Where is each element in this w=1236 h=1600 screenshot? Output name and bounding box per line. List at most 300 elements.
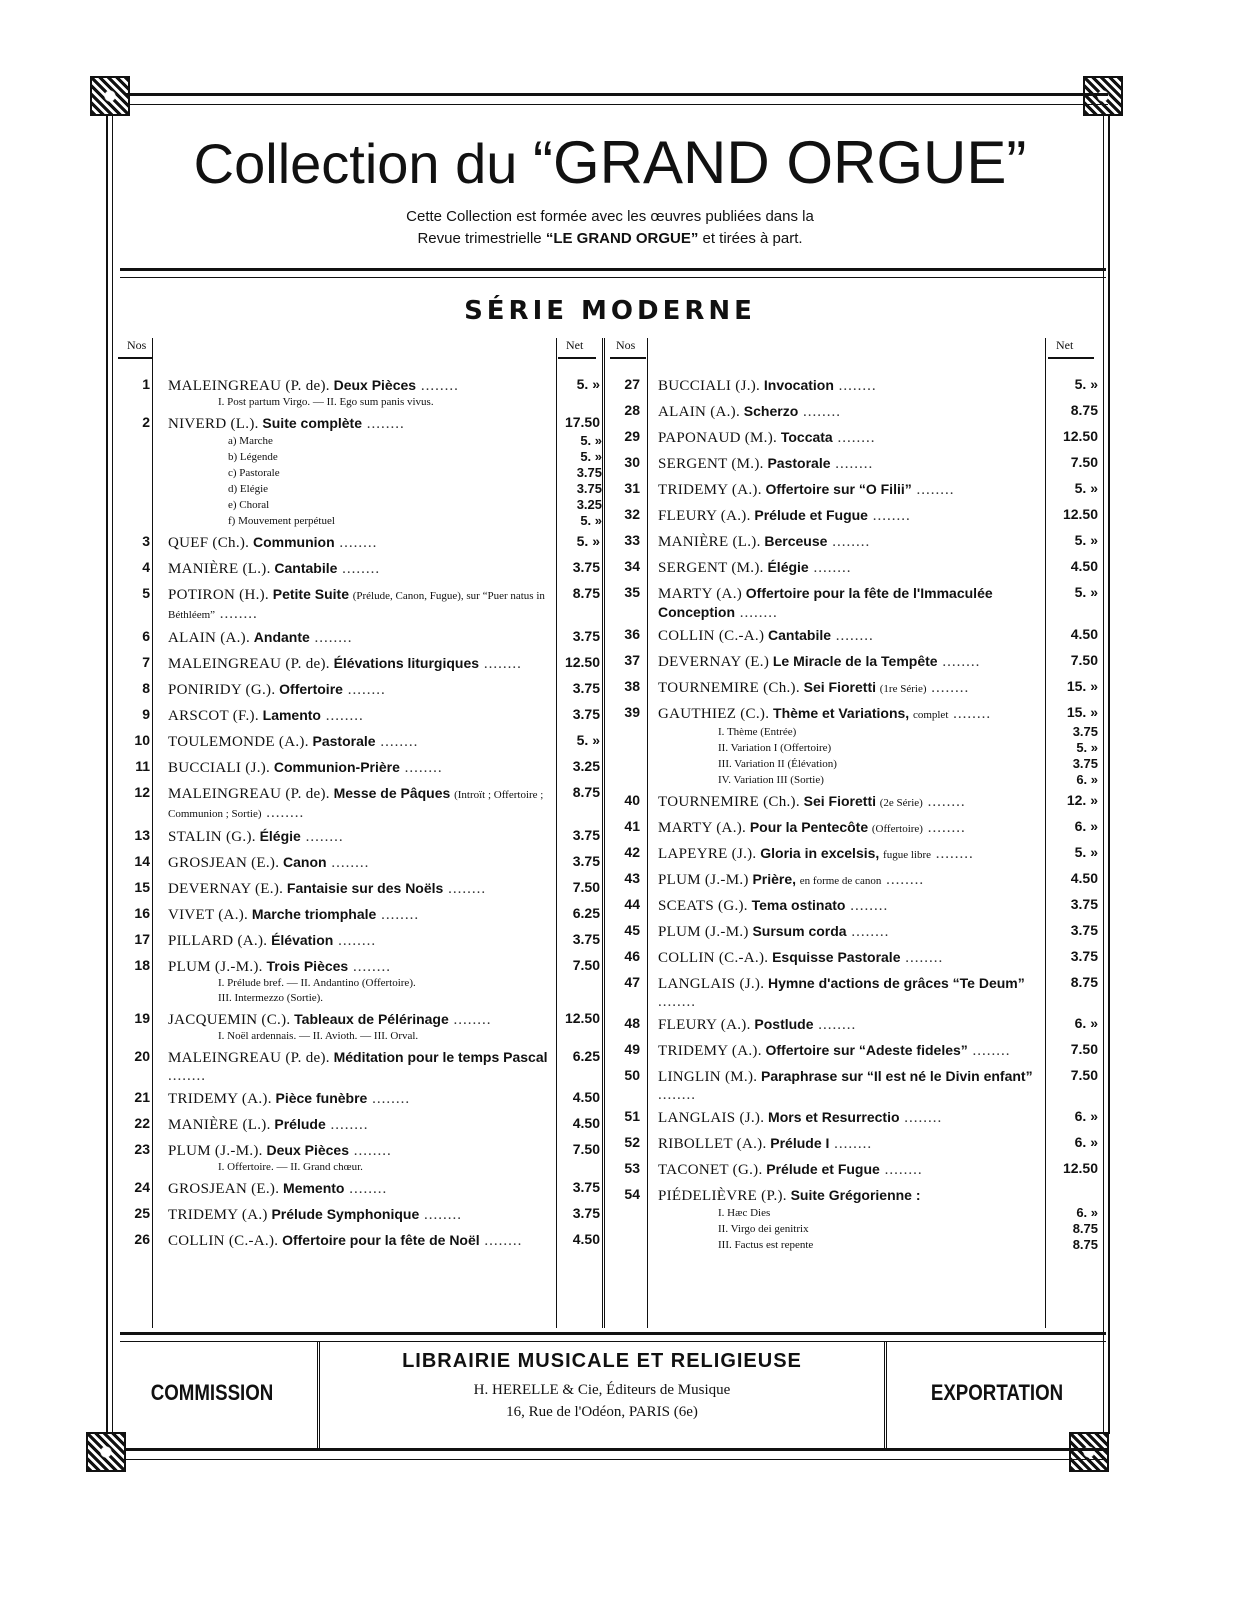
dot-leader: ........ xyxy=(399,760,443,776)
entry-number: 21 xyxy=(134,1089,150,1105)
subitem-label: d) Elégie xyxy=(228,483,269,495)
column-header-nos-right: Nos xyxy=(616,338,636,352)
catalog-entry xyxy=(608,580,1098,622)
dot-leader: ........ xyxy=(937,654,981,670)
entry-description xyxy=(150,823,556,846)
entry-composer: LANGLAIS (J.). xyxy=(658,1110,765,1126)
entry-description xyxy=(150,1227,556,1250)
subitem-label: b) Légende xyxy=(228,451,278,463)
entry-price: 4.50 xyxy=(1070,626,1098,642)
entry-detail: III. Intermezzo (Sortie). xyxy=(218,992,324,1004)
entry-title: Messe de Pâques xyxy=(333,785,451,801)
entry-number: 20 xyxy=(134,1048,150,1064)
entry-price: 5. » xyxy=(576,732,600,748)
catalog-entry xyxy=(118,780,600,823)
entry-composer: PILLARD (A.). xyxy=(168,933,268,949)
dot-leader: ........ xyxy=(948,706,992,722)
entry-title: Prélude Symphonique xyxy=(271,1206,420,1222)
entry-description xyxy=(150,555,556,578)
entry-title: Tableaux de Pélérinage xyxy=(294,1011,449,1027)
entry-description xyxy=(150,780,556,823)
catalog-entry xyxy=(118,953,600,1006)
entry-description xyxy=(150,581,556,624)
publisher-address: 16, Rue de l'Odéon, PARIS (6e) xyxy=(506,1404,698,1420)
entry-number: 46 xyxy=(624,948,640,964)
entry-title: Méditation pour le temps Pascal xyxy=(333,1049,548,1065)
entry-composer: GROSJEAN (E.). xyxy=(168,1181,280,1197)
catalog-entry xyxy=(118,1006,600,1044)
entry-composer: MALEINGREAU (P. de). xyxy=(168,656,330,672)
dot-leader: ........ xyxy=(349,1143,392,1159)
entry-title: Communion xyxy=(252,534,335,550)
entry-title: Suite Grégorienne : xyxy=(790,1187,921,1203)
entry-title: Hymne d'actions de grâces “Te Deum” xyxy=(768,975,1025,991)
entry-number: 36 xyxy=(624,626,640,642)
page-subtitle xyxy=(110,206,1110,250)
entry-number: 24 xyxy=(134,1179,150,1195)
column-header-net-right: Net xyxy=(1056,338,1074,352)
catalog-entry xyxy=(608,1037,1098,1063)
dot-leader: ........ xyxy=(325,1117,369,1133)
entry-price: 4.50 xyxy=(572,1089,600,1105)
entry-title: Trois Pièces xyxy=(266,958,349,974)
catalog-entry xyxy=(608,918,1098,944)
entry-price: 3.75 xyxy=(572,628,600,644)
entry-number: 13 xyxy=(134,827,150,843)
entry-title: Prélude et Fugue xyxy=(766,1161,880,1177)
entry-composer: ALAIN (A.). xyxy=(658,404,741,420)
entry-composer: MARTY (A.). xyxy=(658,820,747,836)
entry-composer: PLUM (J.-M.) xyxy=(658,924,749,940)
entry-price: 6.25 xyxy=(572,1048,600,1064)
entry-title: Élévation xyxy=(271,932,334,948)
entry-number: 12 xyxy=(134,784,150,800)
entry-title: Andante xyxy=(253,629,310,645)
dot-leader: ........ xyxy=(344,1181,388,1197)
entry-title: Marche triomphale xyxy=(251,906,377,922)
page-title xyxy=(110,128,1110,197)
entry-title: Élégie xyxy=(767,559,809,575)
entry-price: 5. » xyxy=(576,533,600,549)
entry-number: 40 xyxy=(624,792,640,808)
entry-composer: LAPEYRE (J.). xyxy=(658,846,757,862)
catalog-entry xyxy=(608,554,1098,580)
dot-leader: ........ xyxy=(831,628,874,644)
entry-price: 17.50 xyxy=(564,414,600,430)
entry-number: 31 xyxy=(624,480,640,496)
subitem-price: 3.75 xyxy=(576,465,602,480)
entry-description xyxy=(150,1111,556,1134)
dot-leader: ........ xyxy=(479,1233,523,1249)
entry-number: 49 xyxy=(624,1041,640,1057)
entry-description xyxy=(640,372,1052,395)
entry-number: 25 xyxy=(134,1205,150,1221)
entry-price: 6. » xyxy=(1074,1134,1098,1150)
entry-number: 43 xyxy=(624,870,640,886)
catalog-entry xyxy=(118,650,600,676)
entry-price: 7.50 xyxy=(572,1141,600,1157)
entry-title: Prélude et Fugue xyxy=(754,507,868,523)
entry-composer: NIVERD (L.). xyxy=(168,416,259,432)
dot-leader: ........ xyxy=(735,605,778,621)
entry-subitem xyxy=(658,772,1098,788)
entry-description xyxy=(640,1011,1052,1034)
entry-price: 8.75 xyxy=(572,585,600,601)
entry-composer: MALEINGREAU (P. de). xyxy=(168,378,330,394)
entry-price: 5. » xyxy=(1074,480,1098,496)
entry-price: 6. » xyxy=(1074,1108,1098,1124)
entry-description xyxy=(640,1063,1052,1104)
subitem-price: 5. » xyxy=(580,449,602,464)
entry-price: 4.50 xyxy=(1070,870,1098,886)
entry-composer: MARTY (A.) xyxy=(658,586,743,602)
entry-price: 4.50 xyxy=(572,1115,600,1131)
entry-number: 14 xyxy=(134,853,150,869)
entry-price: 12.50 xyxy=(1062,1160,1098,1176)
entry-title: Berceuse xyxy=(764,533,828,549)
catalog-entry xyxy=(118,849,600,875)
entry-description xyxy=(150,1137,556,1175)
entry-composer: JACQUEMIN (C.). xyxy=(168,1012,291,1028)
entry-detail: I. Post partum Virgo. — II. Ego sum panis vivus. xyxy=(218,396,434,408)
entry-number: 15 xyxy=(134,879,150,895)
entry-description xyxy=(640,788,1052,812)
entry-detail: I. Prélude bref. — II. Andantino (Offertoire). xyxy=(218,977,416,989)
column-header-nos-left: Nos xyxy=(127,338,147,352)
catalog-entry xyxy=(118,372,600,410)
entry-title: Offertoire pour la fête de Noël xyxy=(282,1232,480,1248)
header-underline xyxy=(118,357,152,359)
entry-price: 8.75 xyxy=(1070,974,1098,990)
entry-title: Suite complète xyxy=(262,415,363,431)
dot-leader: ........ xyxy=(881,872,925,888)
entry-number: 50 xyxy=(624,1067,640,1083)
entry-composer: DEVERNAY (E.). xyxy=(168,881,284,897)
subitem-label: IV. Variation III (Sortie) xyxy=(718,774,824,786)
entry-number: 22 xyxy=(134,1115,150,1131)
catalog-entry xyxy=(608,970,1098,1011)
entry-price: 6.25 xyxy=(572,905,600,921)
entry-composer: PIÉDELIÈVRE (P.). xyxy=(658,1188,787,1204)
catalog-entry xyxy=(608,814,1098,840)
entry-description xyxy=(150,624,556,647)
entry-composer: TACONET (G.). xyxy=(658,1162,763,1178)
entry-number: 53 xyxy=(624,1160,640,1176)
dot-leader: ........ xyxy=(658,1087,696,1103)
subtitle-text: Revue trimestrielle xyxy=(417,230,546,247)
catalog-entry xyxy=(608,1156,1098,1182)
entry-detail: I. Noël ardennais. — II. Avioth. — III. Orval. xyxy=(218,1030,419,1042)
entry-composer: SERGENT (M.). xyxy=(658,560,764,576)
catalog-entry xyxy=(608,476,1098,502)
catalog-entry xyxy=(118,1227,600,1253)
corner-ornament-icon xyxy=(90,76,130,116)
entry-price: 7.50 xyxy=(1070,454,1098,470)
entry-price: 4.50 xyxy=(572,1231,600,1247)
subitem-label: III. Variation II (Élévation) xyxy=(718,758,837,770)
dot-leader: ........ xyxy=(348,959,391,975)
entry-composer: DEVERNAY (E.) xyxy=(658,654,770,670)
entry-description xyxy=(150,372,556,410)
entry-title: Toccata xyxy=(780,429,833,445)
entry-subitem xyxy=(658,1221,1098,1237)
entry-composer: PLUM (J.-M.). xyxy=(168,959,263,975)
entry-title: Sei Fioretti xyxy=(803,793,877,809)
dot-leader: ........ xyxy=(926,680,970,696)
catalog-entry xyxy=(608,840,1098,866)
dot-leader: ........ xyxy=(443,881,487,897)
entry-title: Petite Suite xyxy=(272,586,349,602)
catalog-entry xyxy=(608,622,1098,648)
entry-composer: COLLIN (C.-A.). xyxy=(658,950,769,966)
catalog-entry xyxy=(608,1182,1098,1253)
entry-number: 28 xyxy=(624,402,640,418)
entry-price: 15. » xyxy=(1066,704,1098,720)
entry-description xyxy=(640,840,1052,864)
entry-price: 3.75 xyxy=(572,559,600,575)
entry-composer: GROSJEAN (E.). xyxy=(168,855,280,871)
subitem-price: 3.75 xyxy=(1072,756,1098,771)
catalog-entry xyxy=(118,555,600,581)
entry-number: 45 xyxy=(624,922,640,938)
entry-description xyxy=(640,554,1052,577)
entry-price: 12.50 xyxy=(1062,506,1098,522)
subitem-label: e) Choral xyxy=(228,499,270,511)
catalog-entry xyxy=(118,754,600,780)
catalog-entry xyxy=(118,875,600,901)
subitem-price: 3.75 xyxy=(576,481,602,496)
catalog-entry xyxy=(608,372,1098,398)
entry-number: 47 xyxy=(624,974,640,990)
dot-leader: ........ xyxy=(922,820,966,836)
entry-composer: LANGLAIS (J.). xyxy=(658,976,765,992)
dot-leader: ........ xyxy=(309,630,353,646)
dot-leader: ........ xyxy=(479,656,522,672)
entry-description xyxy=(150,875,556,898)
entry-subitem xyxy=(658,740,1098,756)
entry-composer: BUCCIALI (J.). xyxy=(658,378,761,394)
entry-number: 48 xyxy=(624,1015,640,1031)
entry-number: 7 xyxy=(142,654,150,670)
catalog-column-right xyxy=(608,372,1098,1253)
entry-title: Élégie xyxy=(259,828,301,844)
entry-price: 5. » xyxy=(1074,844,1098,860)
entry-description xyxy=(150,702,556,725)
entry-number: 27 xyxy=(624,376,640,392)
subitem-price: 5. » xyxy=(580,513,602,528)
footer-publisher xyxy=(312,1350,892,1423)
entry-title: Offertoire sur “Adeste fideles” xyxy=(765,1042,968,1058)
entry-title: Esquisse Pastorale xyxy=(772,949,901,965)
catalog-entry xyxy=(608,424,1098,450)
entry-detail: I. Offertoire. — II. Grand chœur. xyxy=(218,1161,363,1173)
entry-price xyxy=(1052,1182,1098,1186)
column-header-net-left: Net xyxy=(566,338,584,352)
entry-number: 18 xyxy=(134,957,150,973)
column-divider xyxy=(602,338,605,1328)
entry-price: 3.75 xyxy=(572,1179,600,1195)
entry-composer: GAUTHIEZ (C.). xyxy=(658,706,770,722)
entry-number: 30 xyxy=(624,454,640,470)
entry-composer: PLUM (J.-M.). xyxy=(168,1143,263,1159)
entry-number: 9 xyxy=(142,706,150,722)
entry-title: Lamento xyxy=(262,707,321,723)
entry-price: 8.75 xyxy=(572,784,600,800)
entry-price: 5. » xyxy=(1074,376,1098,392)
subitem-price: 8.75 xyxy=(1072,1237,1098,1252)
dot-leader: ........ xyxy=(334,535,378,551)
entry-description xyxy=(150,953,556,1006)
series-title: SÉRIE MODERNE xyxy=(464,296,756,326)
entry-description xyxy=(150,529,556,552)
entry-subitem xyxy=(658,1237,1098,1253)
entry-price: 12.50 xyxy=(564,654,600,670)
dot-leader: ........ xyxy=(342,682,386,698)
entry-price: 15. » xyxy=(1066,678,1098,694)
entry-composer: PONIRIDY (G.). xyxy=(168,682,276,698)
entry-number: 52 xyxy=(624,1134,640,1150)
entry-description xyxy=(640,648,1052,671)
dot-leader: ........ xyxy=(833,378,877,394)
title-prefix: Collection du xyxy=(193,132,533,195)
header-divider xyxy=(120,268,1106,278)
entry-composer: TOULEMONDE (A.). xyxy=(168,734,309,750)
catalog-entry xyxy=(608,1063,1098,1104)
subitem-label: III. Factus est repente xyxy=(718,1239,814,1251)
subitem-price: 3.75 xyxy=(1072,724,1098,739)
entry-price: 3.75 xyxy=(572,680,600,696)
catalog-entry xyxy=(118,1044,600,1085)
entry-title: Scherzo xyxy=(743,403,799,419)
catalog-entry xyxy=(118,676,600,702)
dot-leader: ........ xyxy=(798,404,841,420)
entry-description xyxy=(640,424,1052,447)
dot-leader: ........ xyxy=(922,794,966,810)
catalog-entry xyxy=(118,901,600,927)
entry-price: 5. » xyxy=(1074,584,1098,600)
entry-description xyxy=(640,476,1052,499)
entry-title: Prélude xyxy=(274,1116,326,1132)
entry-number: 39 xyxy=(624,704,640,720)
catalog-entry xyxy=(118,702,600,728)
entry-description xyxy=(150,1201,556,1224)
entry-number: 29 xyxy=(624,428,640,444)
entry-price: 7.50 xyxy=(572,879,600,895)
catalog-entry xyxy=(118,823,600,849)
entry-note: (1re Série) xyxy=(879,683,927,695)
entry-subitem xyxy=(168,449,602,465)
entry-description xyxy=(150,901,556,924)
entry-price: 3.25 xyxy=(572,758,600,774)
entry-price: 12.50 xyxy=(564,1010,600,1026)
entry-description xyxy=(640,1156,1052,1179)
entry-note: complet xyxy=(912,709,949,721)
footer-exportation: EXPORTATION xyxy=(930,1380,1064,1405)
entry-price: 8.75 xyxy=(1070,402,1098,418)
footer-divider xyxy=(120,1332,1106,1342)
publisher-footer xyxy=(112,1342,1102,1442)
entry-subitem xyxy=(168,497,602,513)
entry-title: Communion-Prière xyxy=(273,759,400,775)
entry-description xyxy=(640,528,1052,551)
entry-title: Prélude I xyxy=(770,1135,830,1151)
catalog-entry xyxy=(608,398,1098,424)
entry-description xyxy=(640,970,1052,1011)
subitem-price: 6. » xyxy=(1076,1205,1098,1220)
entry-title: Fantaisie sur des Noëls xyxy=(286,880,444,896)
entry-subitem xyxy=(168,513,602,529)
dot-leader: ........ xyxy=(808,560,852,576)
entry-title: Cantabile xyxy=(768,627,832,643)
entry-composer: TOURNEMIRE (Ch.). xyxy=(658,794,800,810)
entry-subitem xyxy=(658,756,1098,772)
dot-leader: ........ xyxy=(813,1017,857,1033)
entry-number: 6 xyxy=(142,628,150,644)
entry-number: 8 xyxy=(142,680,150,696)
dot-leader: ........ xyxy=(333,933,377,949)
entry-title: Canon xyxy=(283,854,327,870)
frame-top-border xyxy=(125,93,1108,105)
entry-description xyxy=(640,674,1052,698)
entry-title: Le Miracle de la Tempête xyxy=(772,653,938,669)
dot-leader: ........ xyxy=(867,508,911,524)
entry-composer: TRIDEMY (A.). xyxy=(658,482,762,498)
entry-description xyxy=(640,918,1052,941)
entry-note: (2e Série) xyxy=(879,797,923,809)
entry-price: 5. » xyxy=(1074,532,1098,548)
subitem-price: 3.25 xyxy=(576,497,602,512)
dot-leader: ........ xyxy=(900,950,944,966)
entry-note: fugue libre xyxy=(883,849,931,861)
entry-description xyxy=(640,1182,1098,1253)
entry-composer: BUCCIALI (J.). xyxy=(168,760,271,776)
subitem-price: 6. » xyxy=(1076,772,1098,787)
dot-leader: ........ xyxy=(911,482,955,498)
footer-commission: COMMISSION xyxy=(150,1380,274,1405)
catalog-entry xyxy=(608,866,1098,892)
subitem-price: 5. » xyxy=(580,433,602,448)
entry-price: 7.50 xyxy=(1070,1067,1098,1083)
catalog-entry xyxy=(608,502,1098,528)
catalog-column-left xyxy=(118,372,600,1253)
entry-description xyxy=(150,1175,556,1198)
entry-title: Offertoire sur “O Filii” xyxy=(765,481,912,497)
entry-title: Postlude xyxy=(754,1016,814,1032)
catalog-entry xyxy=(608,1130,1098,1156)
entry-description xyxy=(640,1104,1052,1127)
footer-rule xyxy=(884,1342,887,1448)
publisher-line-1: H. HERELLE & Cie, Éditeurs de Musique xyxy=(473,1382,731,1398)
entry-price: 7.50 xyxy=(1070,1041,1098,1057)
entry-description xyxy=(640,1037,1052,1060)
entry-number: 10 xyxy=(134,732,150,748)
entry-composer: COLLIN (C.-A.) xyxy=(658,628,765,644)
entry-price: 12.50 xyxy=(1062,428,1098,444)
entry-number: 16 xyxy=(134,905,150,921)
entry-description xyxy=(640,398,1052,421)
dot-leader: ........ xyxy=(168,1068,206,1084)
entry-number: 5 xyxy=(142,585,150,601)
dot-leader: ........ xyxy=(827,534,871,550)
dot-leader: ........ xyxy=(376,907,420,923)
entry-title: Pour la Pentecôte xyxy=(749,819,869,835)
dot-leader: ........ xyxy=(899,1110,943,1126)
subtitle-line-1: Cette Collection est formée avec les œuvres publiées dans la xyxy=(406,208,814,225)
entry-composer: LINGLIN (M.). xyxy=(658,1069,758,1085)
entry-number: 19 xyxy=(134,1010,150,1026)
entry-composer: QUEF (Ch.). xyxy=(168,535,250,551)
subitem-label: II. Virgo dei genitrix xyxy=(718,1223,809,1235)
